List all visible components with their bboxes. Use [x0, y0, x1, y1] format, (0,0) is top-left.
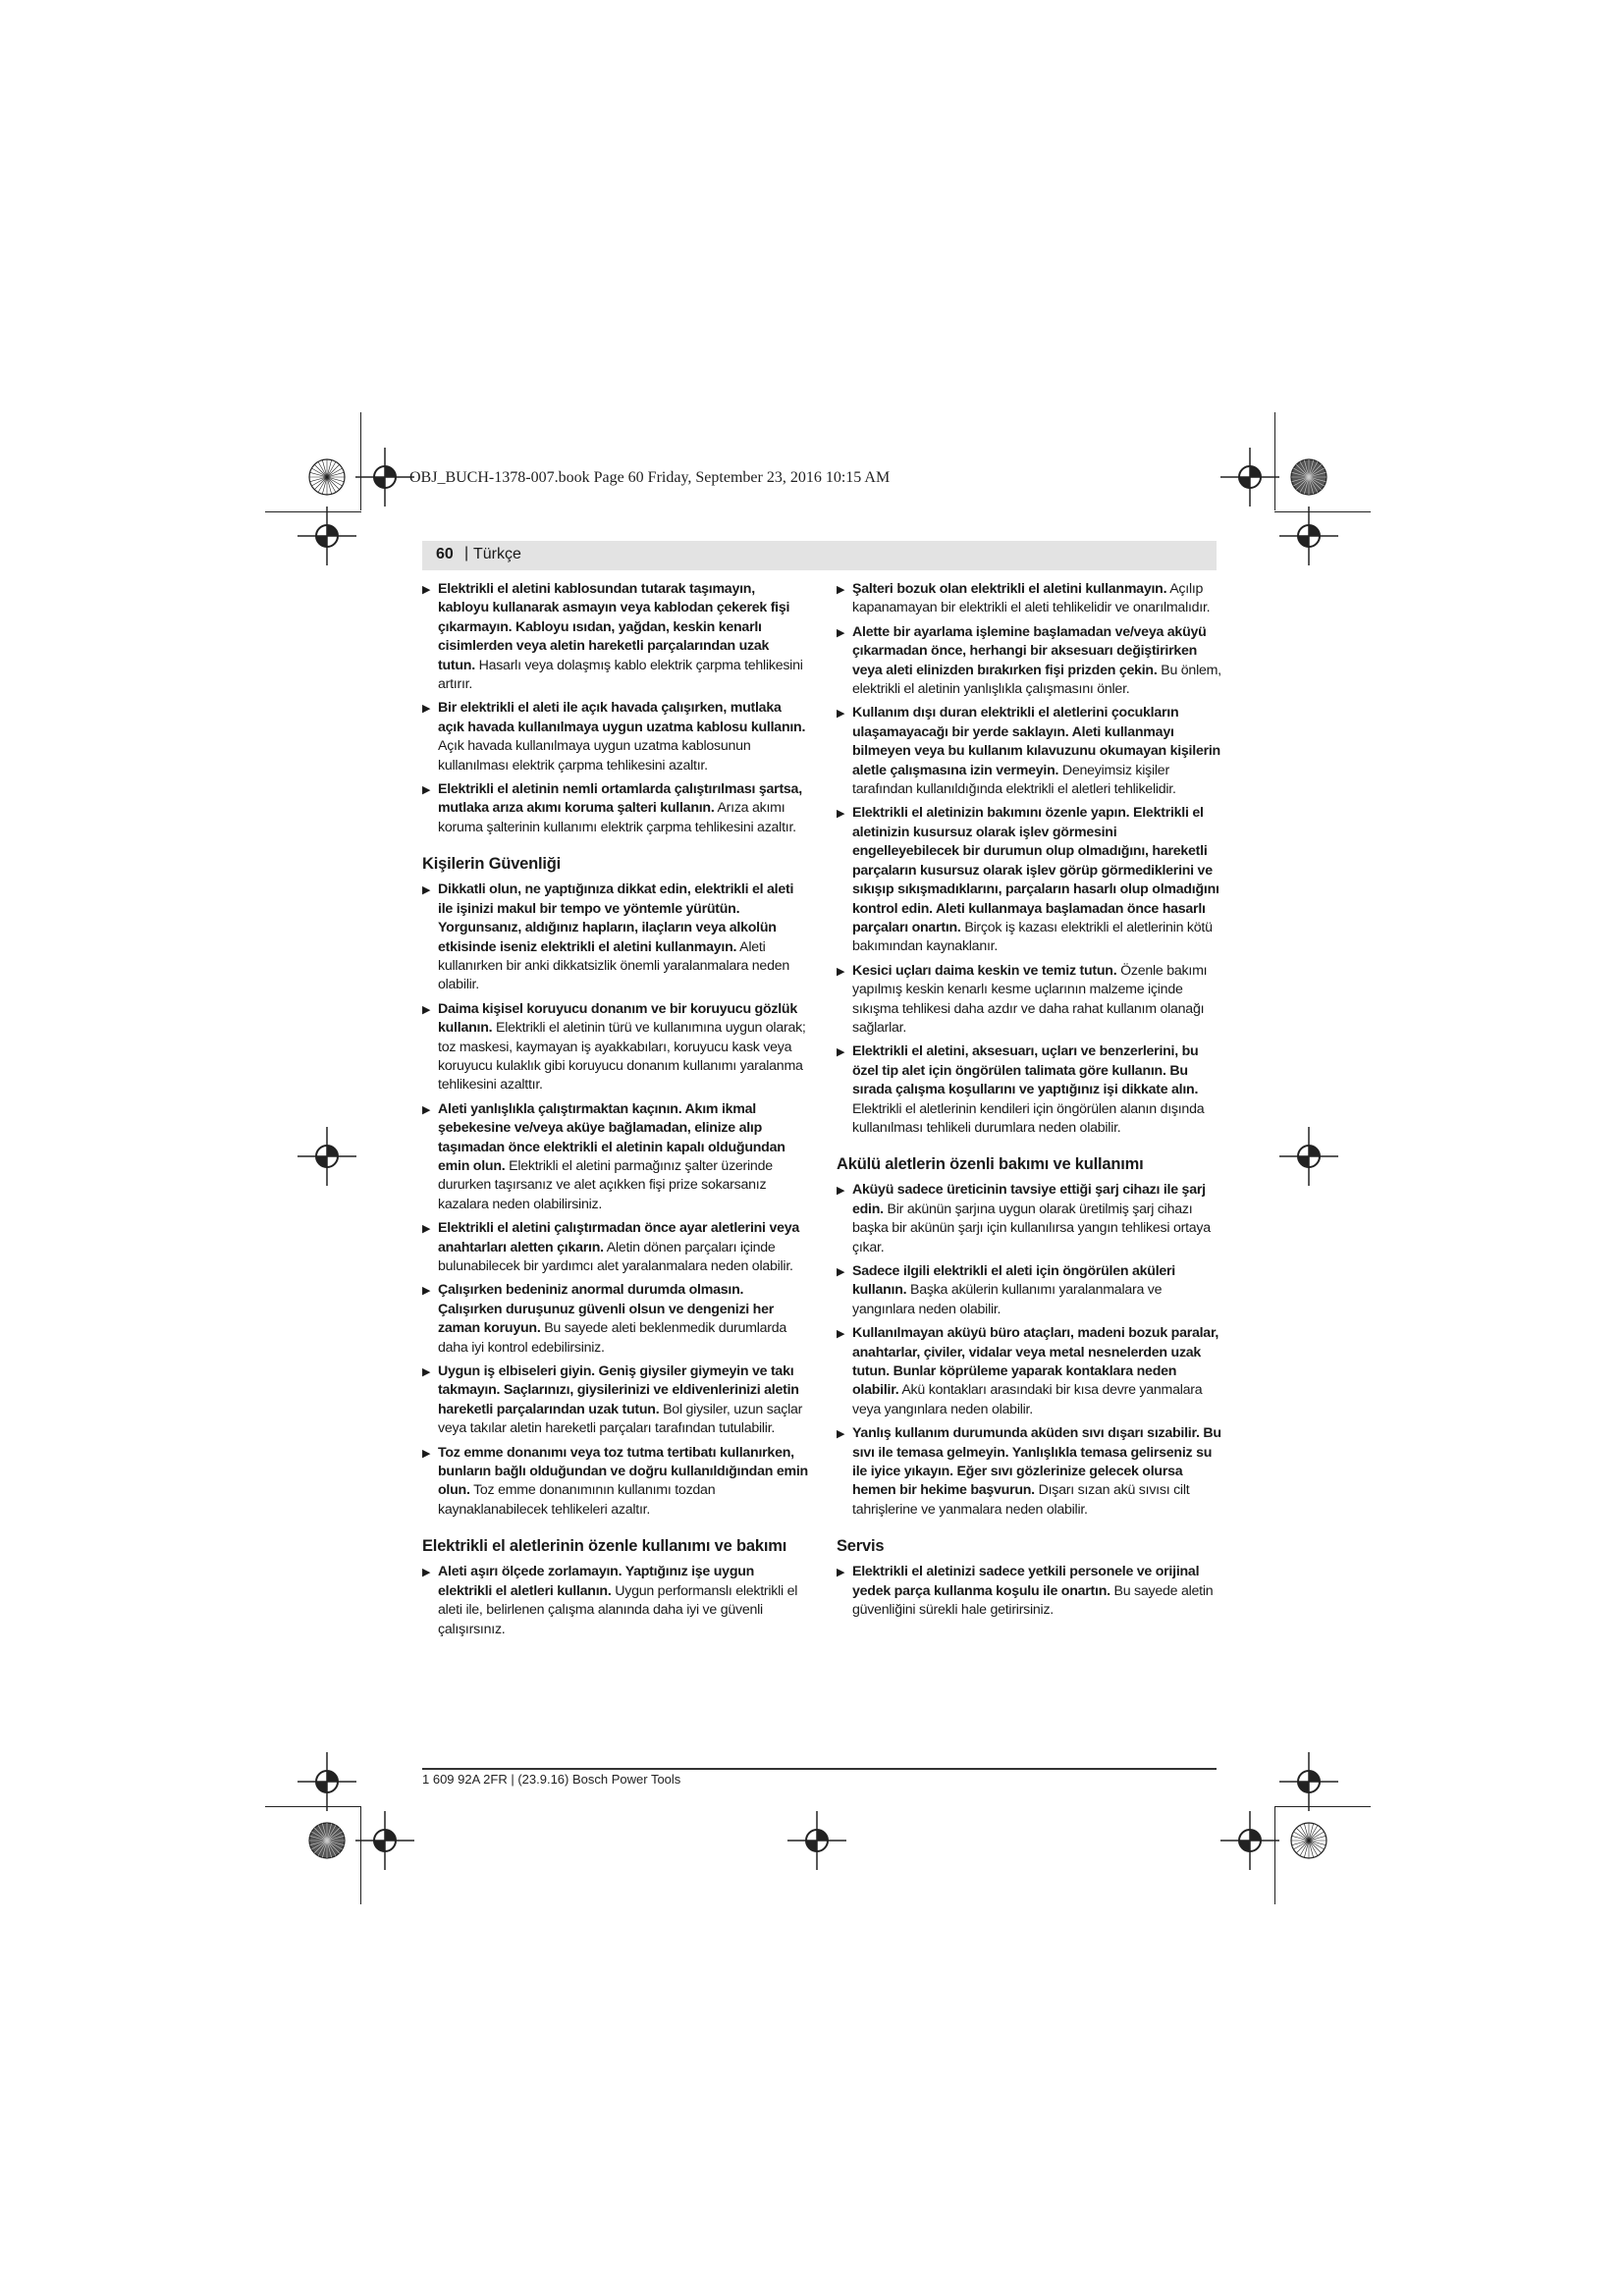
list-item-text: Bu önlem, elektrikli el aletinin yanlışlıkla çalışmasını önler.: [852, 662, 1221, 698]
list-item-text: Bu sayede aleti beklenmedik durumlarda daha iyi kontrol edebilirsiniz.: [438, 1320, 787, 1356]
list-item-text: Bir akünün şarjına uygun olarak üretilmiş şarj cihazı başka bir akünün şarjı için kullanılırsa yangın tehlikesi ortaya çıkar.: [852, 1201, 1211, 1255]
list-item-bold: Aleti yanlışlıkla çalıştırmaktan kaçının. Akım ikmal şebekesine ve/veya aküye bağlamadan, elinize alıp taşımadan önce elektrikli el aletinin kapalı olduğundan emin olun.: [438, 1100, 785, 1174]
list-item-bold: Sadece ilgili elektrikli el aleti için öngörülen aküleri kullanın.: [852, 1263, 1175, 1299]
section-heading: Kişilerin Güvenliği: [422, 855, 562, 874]
registration-target-icon: [787, 1811, 846, 1870]
crop-line: [265, 511, 361, 512]
registration-target-icon: [1279, 1752, 1338, 1811]
list-item: [837, 1324, 1221, 1419]
registration-target-icon: [1220, 1811, 1279, 1870]
crop-line: [1274, 511, 1371, 512]
list-item-bold: Toz emme donanımı veya toz tutma tertibatı kullanırken, bunların bağlı olduğundan ve doğru kullanıldığından emin olun.: [438, 1444, 808, 1499]
bullet-triangle-icon: ▶: [837, 808, 845, 821]
list-item-bold: Kullanım dışı duran elektrikli el aletlerini çocukların ulaşamayacağı bir yerde saklayın. Aleti kullanmayı bilmeyen veya bu kullanım kılavuzunu okumayan kişilerin aletle çalışmasına izin vermeyin.: [852, 705, 1220, 778]
list-item-text: Özenle bakımı yapılmış keskin kenarlı kesme uçlarının malzeme içinde sıkışma tehlikesi daha azdır ve daha rahat kullanım olanağı sağlarlar.: [852, 962, 1208, 1036]
list-item-bold: Elektrikli el aletini kablosundan tutarak taşımayın, kabloyu kullanarak asmayın veya kablodan çekerek fişi çıkarmayın. Kabloyu ısıdan, yağdan, keskin kenarlı cisimlerden veya aletin hareketli parçalarından uzak tutun.: [438, 581, 790, 673]
list-item: [837, 623, 1221, 700]
list-item-bold: Aleti aşırı ölçede zorlamayın. Yaptığınız işe uygun elektrikli el aletleri kullanın.: [438, 1564, 755, 1599]
list-item: [837, 704, 1221, 799]
bullet-triangle-icon: ▶: [837, 1567, 845, 1579]
bullet-triangle-icon: ▶: [422, 1003, 431, 1016]
list-item-bold: Elektrikli el aletinizin bakımını özenle yapın. Elektrikli el aletinizin kusursuz olarak işlev görmesini engelleyebilecek bir durumun olup olmadığını, hareketli parçaların kusursuz olarak işlev görüp görmediklerini ve sıkışıp sıkışmadıklarını, parçaların hasarlı olup olmadığını kontrol edin. Aleti kullanmaya başlamadan önce hasarlı parçaları onartın.: [852, 805, 1219, 935]
list-item-bold: Kesici uçları daima keskin ve temiz tutun.: [852, 962, 1117, 979]
bullet-triangle-icon: ▶: [422, 584, 431, 596]
registration-target-icon: [1279, 1127, 1338, 1186]
list-item-text: Birçok iş kazası elektrikli el aletlerinin kötü bakımından kaynaklanır.: [852, 919, 1213, 955]
list-item-bold: Alette bir ayarlama işlemine başlamadan ve/veya aküyü çıkarmadan önce, herhangi bir aksesuarı değiştirirken veya aleti elinizden bırakırken fişi prizden çekin.: [852, 623, 1207, 678]
list-item: [837, 1181, 1221, 1257]
page-separator: |: [464, 545, 469, 561]
list-item-text: Akü kontakları arasındaki bir kısa devre yanmalara veya yangınlara neden olabilir.: [852, 1382, 1203, 1417]
section-heading: Akülü aletlerin özenli bakımı ve kullanımı: [837, 1155, 1144, 1174]
crop-line: [1274, 1806, 1275, 1904]
list-item-bold: Aküyü sadece üreticinin tavsiye ettiği şarj cihazı ile şarj edin.: [852, 1182, 1206, 1217]
crop-line: [360, 412, 361, 510]
registration-target-icon: [1220, 448, 1279, 507]
list-item: [837, 1563, 1221, 1620]
list-item-text: Aletin dönen parçaları içinde bulunabilecek bir yardımcı alet yaralanmalara neden olabilir.: [438, 1239, 793, 1274]
registration-target-icon: [1279, 507, 1338, 565]
list-item: [837, 1042, 1221, 1138]
list-item-bold: Elektrikli el aletinizi sadece yetkili personele ve orijinal yedek parça kullanma koşulu ile onartın.: [852, 1564, 1200, 1599]
section-heading: Elektrikli el aletlerinin özenle kullanımı ve bakımı: [422, 1537, 787, 1556]
list-item-text: Hasarlı veya dolaşmış kablo elektrik çarpma tehlikesini artırır.: [438, 657, 803, 693]
section-heading: Servis: [837, 1537, 885, 1556]
print-header: OBJ_BUCH-1378-007.book Page 60 Friday, September 23, 2016 10:15 AM: [409, 469, 891, 486]
registration-target-icon: [355, 448, 414, 507]
crop-line: [265, 1806, 361, 1807]
bullet-triangle-icon: ▶: [422, 1447, 431, 1460]
list-item: [422, 881, 808, 994]
registration-target-icon: [355, 1811, 414, 1870]
list-item-text: Toz emme donanımının kullanımı tozdan kaynaklanabilecek tehlikeleri azaltır.: [438, 1482, 716, 1518]
crop-line: [360, 1806, 361, 1904]
list-item-bold: Uygun iş elbiseleri giyin. Geniş giysiler giymeyin ve takı takmayın. Saçlarınızı, giysilerinizi ve eldivenlerinizi aletin hareketli parçalarından uzak tutun.: [438, 1363, 799, 1417]
bullet-triangle-icon: ▶: [837, 708, 845, 721]
bullet-triangle-icon: ▶: [422, 884, 431, 897]
bullet-triangle-icon: ▶: [837, 1428, 845, 1441]
list-item-bold: Şalteri bozuk olan elektrikli el aletini kullanmayın.: [852, 581, 1167, 597]
bullet-triangle-icon: ▶: [422, 784, 431, 797]
list-item-text: Elektrikli el aletlerinin kendileri için öngörülen alanın dışında kullanılması tehlikeli durumlara neden olabilir.: [852, 1100, 1205, 1136]
list-item-bold: Elektrikli el aletini, aksesuarı, uçları ve benzerlerini, bu özel tip alet için öngörülen talimata göre kullanın. Bu sırada çalışma koşullarını ve yaptığınız işi dikkate alın.: [852, 1043, 1199, 1098]
bullet-triangle-icon: ▶: [422, 1567, 431, 1579]
list-item: [422, 1362, 808, 1439]
page-language: Türkçe: [473, 546, 521, 562]
right-column: [837, 580, 1221, 1626]
page-number: 60: [436, 546, 454, 562]
list-item-text: Dışarı sızan akü sıvısı cilt tahrişlerine ve yanmalara neden olabilir.: [852, 1482, 1190, 1518]
list-item-text: Bol giysiler, uzun saçlar veya takılar aletin hareketli parçaları tarafından tutulabilir.: [438, 1401, 803, 1437]
list-item-bold: Çalışırken bedeniniz anormal durumda olmasın. Çalışırken duruşunuz güvenli olsun ve dengenizi her zaman koruyun.: [438, 1282, 774, 1337]
list-item: [422, 699, 808, 775]
page-header-band: [422, 541, 1217, 570]
bullet-triangle-icon: ▶: [422, 1223, 431, 1236]
list-item-bold: Elektrikli el aletini çalıştırmadan önce ayar aletlerini veya anahtarları aletten çıkarın.: [438, 1220, 800, 1255]
bullet-triangle-icon: ▶: [422, 1103, 431, 1116]
list-item: [422, 580, 808, 694]
bullet-triangle-icon: ▶: [837, 626, 845, 639]
bullet-triangle-icon: ▶: [422, 1366, 431, 1379]
list-item-bold: Yanlış kullanım durumunda aküden sıvı dışarı sızabilir. Bu sıvı ile temasa gelmeyin. Yanlışlıkla temasa gelirseniz su ile iyice yıkayın. Eğer sıvı gözlerinize gelecek olursa hemen bir hekime başvurun.: [852, 1425, 1221, 1499]
list-item-bold: Bir elektrikli el aleti ile açık havada çalışırken, mutlaka açık havada kullanılmaya uygun uzatma kablosu kullanın.: [438, 700, 806, 735]
list-item-bold: Daima kişisel koruyucu donanım ve bir koruyucu gözlük kullanın.: [438, 1000, 797, 1037]
list-item: [837, 962, 1221, 1039]
color-registration-icon: [1289, 457, 1328, 497]
bullet-triangle-icon: ▶: [422, 1285, 431, 1298]
list-item-text: Aleti kullanırken bir anki dikkatsizlik önemli yaralanmalara neden olabilir.: [438, 938, 789, 993]
bullet-triangle-icon: ▶: [837, 1046, 845, 1059]
list-item: [422, 1219, 808, 1276]
list-item: [422, 1563, 808, 1639]
list-item: [422, 1444, 808, 1521]
left-column: [422, 580, 808, 1644]
list-item-text: Açık havada kullanılmaya uygun uzatma kablosunun kullanılması elektrik çarpma tehlikesini azaltır.: [438, 738, 751, 774]
bullet-triangle-icon: ▶: [837, 965, 845, 978]
crop-line: [1274, 412, 1275, 510]
list-item-bold: Elektrikli el aletinin nemli ortamlarda çalıştırılması şartsa, mutlaka arıza akımı koruma şalteri kullanın.: [438, 781, 802, 817]
bullet-triangle-icon: ▶: [837, 584, 845, 596]
bullet-triangle-icon: ▶: [837, 1185, 845, 1198]
list-item: [422, 780, 808, 837]
bullet-triangle-icon: ▶: [837, 1266, 845, 1278]
color-registration-icon: [307, 457, 347, 497]
list-item-text: Bu sayede aletin güvenliğini sürekli hale getirirsiniz.: [852, 1582, 1214, 1619]
list-item-bold: Dikkatli olun, ne yaptığınıza dikkat edin, elektrikli el aleti ile işinizi makul bir tempo ve yöntemle yürütün. Yorgunsanız, aldığınız hapların, ilaçların veya alkolün etkisinde iseniz elektrikli el aletini kullanmayın.: [438, 881, 794, 955]
list-item-text: Açılıp kapanamayan bir elektrikli el aleti tehlikelidir ve onarılmalıdır.: [852, 581, 1211, 616]
list-item-text: Elektrikli el aletini parmağınız şalter üzerinde dururken taşırsanız ve alet açıkken fişi prize sokarsanız kazalara neden olabilirsiniz.: [438, 1157, 773, 1212]
list-item-text: Deneyimsiz kişiler tarafından kullanıldığında elektrikli el aletleri tehlikelidir.: [852, 762, 1176, 798]
bullet-triangle-icon: ▶: [837, 1328, 845, 1341]
list-item: [422, 1281, 808, 1358]
registration-target-icon: [298, 1127, 356, 1186]
registration-target-icon: [298, 507, 356, 565]
list-item: [837, 1262, 1221, 1319]
crop-line: [1274, 1806, 1371, 1807]
bullet-triangle-icon: ▶: [422, 703, 431, 716]
list-item: [837, 580, 1221, 618]
footer-rule: [422, 1768, 1217, 1770]
list-item-bold: Kullanılmayan aküyü büro ataçları, madeni bozuk paralar, anahtarlar, çiviler, vidalar veya metal nesnelerden uzak tutun. Bunlar köprüleme yaparak kontaklara neden olabilir.: [852, 1325, 1219, 1399]
list-item: [837, 804, 1221, 956]
list-item-text: Uygun performanslı elektrikli el aleti ile, belirlenen çalışma alanında daha iyi ve güvenli çalışırsınız.: [438, 1582, 798, 1637]
list-item-text: Arıza akımı koruma şalterinin kullanımı elektrik çarpma tehlikesini azaltır.: [438, 800, 796, 835]
list-item: [837, 1424, 1221, 1520]
list-item-text: Başka akülerin kullanımı yaralanmalara ve yangınlara neden olabilir.: [852, 1282, 1163, 1317]
list-item: [422, 1000, 808, 1095]
registration-target-icon: [298, 1752, 356, 1811]
list-item: [422, 1100, 808, 1214]
footer-text: 1 609 92A 2FR | (23.9.16) Bosch Power Tools: [422, 1772, 681, 1787]
color-registration-icon: [307, 1821, 347, 1860]
list-item-text: Elektrikli el aletinin türü ve kullanımına uygun olarak; toz maskesi, kaymayan iş ayakkabıları, koruyucu kask veya koruyucu kulaklık gibi koruyucu donanım kullanımı yaralanma tehlikesini azalttır.: [438, 1020, 806, 1094]
color-registration-icon: [1289, 1821, 1328, 1860]
